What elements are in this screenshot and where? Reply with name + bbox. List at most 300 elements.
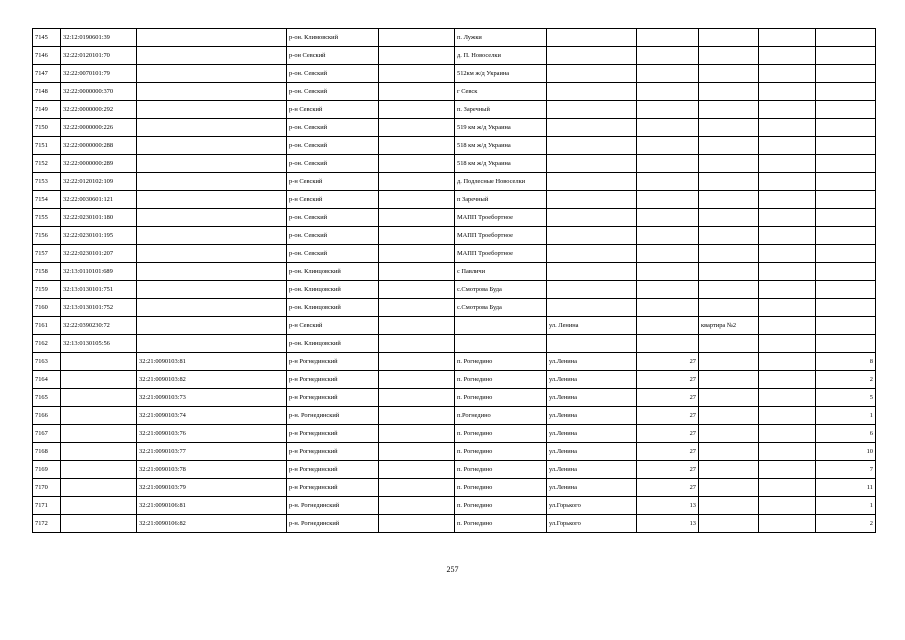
cadastral-number-cell: 32:22:0000000:289	[61, 155, 137, 173]
street-cell	[547, 263, 637, 281]
district-cell: р-он. Клинцовский	[287, 299, 379, 317]
building-cadastral-cell: 32:21:0090106:82	[137, 515, 287, 533]
house-number-cell: 13	[637, 515, 699, 533]
apartment-cell	[699, 281, 759, 299]
blank-cell	[379, 317, 455, 335]
table-row	[33, 209, 876, 227]
blank-cell	[759, 155, 816, 173]
row-number-cell: 7148	[33, 83, 61, 101]
table-row	[33, 263, 876, 281]
settlement-cell: с.Смотрова Буда	[455, 281, 547, 299]
row-number-cell: 7167	[33, 425, 61, 443]
blank-cell	[379, 47, 455, 65]
blank-cell	[379, 461, 455, 479]
district-cell: р-н Рогнединский	[287, 389, 379, 407]
street-cell	[547, 299, 637, 317]
row-number-cell: 7150	[33, 119, 61, 137]
house-number-cell	[637, 317, 699, 335]
apartment-cell	[699, 407, 759, 425]
apartment-cell	[699, 479, 759, 497]
building-cadastral-cell	[137, 101, 287, 119]
blank-cell	[759, 497, 816, 515]
settlement-cell: п. Лужки	[455, 29, 547, 47]
settlement-cell: п. Рогнедино	[455, 389, 547, 407]
room-number-cell	[816, 191, 876, 209]
room-number-cell: 2	[816, 371, 876, 389]
house-number-cell: 27	[637, 479, 699, 497]
apartment-cell	[699, 47, 759, 65]
district-cell: р-он. Клинцовский	[287, 281, 379, 299]
apartment-cell	[699, 65, 759, 83]
settlement-cell: МАПП Троебортное	[455, 209, 547, 227]
cadastral-number-cell: 32:13:0130105:56	[61, 335, 137, 353]
settlement-cell: п. Рогнедино	[455, 461, 547, 479]
blank-cell	[379, 443, 455, 461]
table-row	[33, 335, 876, 353]
room-number-cell	[816, 83, 876, 101]
street-cell: ул.Ленина	[547, 443, 637, 461]
building-cadastral-cell	[137, 47, 287, 65]
cadastral-number-cell	[61, 353, 137, 371]
building-cadastral-cell	[137, 227, 287, 245]
blank-cell	[379, 353, 455, 371]
district-cell: р-он. Клинцовский	[287, 263, 379, 281]
table-row	[33, 281, 876, 299]
table-row	[33, 497, 876, 515]
table-row	[33, 515, 876, 533]
room-number-cell: 2	[816, 515, 876, 533]
district-cell: р-н Севский	[287, 317, 379, 335]
building-cadastral-cell	[137, 191, 287, 209]
building-cadastral-cell: 32:21:0090103:79	[137, 479, 287, 497]
table-row	[33, 299, 876, 317]
settlement-cell: с.Смотрова Буда	[455, 299, 547, 317]
street-cell: ул.Ленина	[547, 353, 637, 371]
row-number-cell: 7170	[33, 479, 61, 497]
house-number-cell	[637, 155, 699, 173]
settlement-cell: 518 км ж/д Украина	[455, 155, 547, 173]
blank-cell	[379, 299, 455, 317]
blank-cell	[759, 425, 816, 443]
building-cadastral-cell	[137, 335, 287, 353]
blank-cell	[379, 83, 455, 101]
district-cell: р-н Рогнединский	[287, 443, 379, 461]
row-number-cell: 7159	[33, 281, 61, 299]
row-number-cell: 7151	[33, 137, 61, 155]
blank-cell	[759, 515, 816, 533]
cadastral-number-cell	[61, 389, 137, 407]
apartment-cell	[699, 29, 759, 47]
cadastral-number-cell	[61, 515, 137, 533]
cadastral-number-cell	[61, 407, 137, 425]
blank-cell	[379, 191, 455, 209]
district-cell: р-н Севский	[287, 191, 379, 209]
street-cell	[547, 173, 637, 191]
apartment-cell	[699, 497, 759, 515]
room-number-cell	[816, 299, 876, 317]
building-cadastral-cell: 32:21:0090103:81	[137, 353, 287, 371]
row-number-cell: 7168	[33, 443, 61, 461]
registry-table	[32, 28, 876, 533]
building-cadastral-cell	[137, 29, 287, 47]
room-number-cell	[816, 335, 876, 353]
table-row	[33, 191, 876, 209]
room-number-cell	[816, 281, 876, 299]
cadastral-number-cell: 32:22:0230101:195	[61, 227, 137, 245]
table-row	[33, 101, 876, 119]
settlement-cell: п. Рогнедино	[455, 425, 547, 443]
apartment-cell	[699, 299, 759, 317]
apartment-cell	[699, 389, 759, 407]
district-cell: р-н Севский	[287, 173, 379, 191]
room-number-cell: 6	[816, 425, 876, 443]
apartment-cell	[699, 263, 759, 281]
table-row	[33, 425, 876, 443]
building-cadastral-cell	[137, 317, 287, 335]
district-cell: р-он. Севский	[287, 155, 379, 173]
district-cell: р-н Рогнединский	[287, 371, 379, 389]
table-row	[33, 29, 876, 47]
district-cell: р-он. Климовский	[287, 29, 379, 47]
building-cadastral-cell	[137, 155, 287, 173]
house-number-cell	[637, 47, 699, 65]
house-number-cell	[637, 299, 699, 317]
settlement-cell: МАПП Троебортное	[455, 245, 547, 263]
blank-cell	[379, 371, 455, 389]
blank-cell	[759, 209, 816, 227]
house-number-cell	[637, 245, 699, 263]
table-row	[33, 353, 876, 371]
house-number-cell	[637, 281, 699, 299]
building-cadastral-cell	[137, 83, 287, 101]
apartment-cell	[699, 335, 759, 353]
house-number-cell	[637, 29, 699, 47]
blank-cell	[759, 191, 816, 209]
house-number-cell: 27	[637, 371, 699, 389]
cadastral-number-cell	[61, 497, 137, 515]
building-cadastral-cell: 32:21:0090103:82	[137, 371, 287, 389]
street-cell	[547, 65, 637, 83]
blank-cell	[759, 299, 816, 317]
room-number-cell	[816, 65, 876, 83]
building-cadastral-cell	[137, 245, 287, 263]
page-number: 257	[446, 565, 459, 574]
room-number-cell	[816, 209, 876, 227]
apartment-cell	[699, 461, 759, 479]
blank-cell	[759, 47, 816, 65]
street-cell	[547, 245, 637, 263]
blank-cell	[379, 29, 455, 47]
cadastral-number-cell	[61, 443, 137, 461]
apartment-cell	[699, 137, 759, 155]
blank-cell	[759, 65, 816, 83]
table-row	[33, 47, 876, 65]
building-cadastral-cell: 32:21:0090103:73	[137, 389, 287, 407]
room-number-cell	[816, 173, 876, 191]
cadastral-number-cell: 32:22:0000000:292	[61, 101, 137, 119]
street-cell: ул.Ленина	[547, 371, 637, 389]
blank-cell	[759, 137, 816, 155]
settlement-cell: п. Рогнедино	[455, 371, 547, 389]
blank-cell	[379, 515, 455, 533]
building-cadastral-cell	[137, 263, 287, 281]
apartment-cell	[699, 209, 759, 227]
blank-cell	[759, 173, 816, 191]
row-number-cell: 7164	[33, 371, 61, 389]
apartment-cell	[699, 515, 759, 533]
blank-cell	[759, 245, 816, 263]
building-cadastral-cell	[137, 209, 287, 227]
street-cell: ул.Ленина	[547, 389, 637, 407]
table-row	[33, 371, 876, 389]
house-number-cell	[637, 119, 699, 137]
room-number-cell: 1	[816, 497, 876, 515]
blank-cell	[759, 461, 816, 479]
cadastral-number-cell: 32:13:0110101:689	[61, 263, 137, 281]
house-number-cell: 27	[637, 461, 699, 479]
district-cell: р-он. Севский	[287, 119, 379, 137]
house-number-cell	[637, 101, 699, 119]
settlement-cell: п. Рогнедино	[455, 479, 547, 497]
row-number-cell: 7146	[33, 47, 61, 65]
table-row	[33, 407, 876, 425]
cadastral-number-cell	[61, 371, 137, 389]
blank-cell	[759, 353, 816, 371]
table-body	[33, 29, 876, 533]
row-number-cell: 7157	[33, 245, 61, 263]
settlement-cell: г Севск	[455, 83, 547, 101]
cadastral-number-cell: 32:13:0130101:752	[61, 299, 137, 317]
apartment-cell	[699, 83, 759, 101]
building-cadastral-cell	[137, 173, 287, 191]
blank-cell	[759, 29, 816, 47]
street-cell: ул. Ленина	[547, 317, 637, 335]
apartment-cell	[699, 101, 759, 119]
house-number-cell	[637, 137, 699, 155]
room-number-cell: 5	[816, 389, 876, 407]
street-cell	[547, 137, 637, 155]
blank-cell	[379, 119, 455, 137]
row-number-cell: 7165	[33, 389, 61, 407]
room-number-cell	[816, 263, 876, 281]
district-cell: р-н. Рогнединский	[287, 515, 379, 533]
district-cell: р-н. Рогнединский	[287, 407, 379, 425]
blank-cell	[379, 407, 455, 425]
apartment-cell	[699, 191, 759, 209]
room-number-cell	[816, 119, 876, 137]
table-row	[33, 83, 876, 101]
street-cell	[547, 119, 637, 137]
street-cell	[547, 209, 637, 227]
street-cell	[547, 281, 637, 299]
row-number-cell: 7171	[33, 497, 61, 515]
settlement-cell: 512км ж/д Украина	[455, 65, 547, 83]
cadastral-number-cell: 32:22:0000000:288	[61, 137, 137, 155]
settlement-cell: п. Рогнедино	[455, 353, 547, 371]
district-cell: р-н Рогнединский	[287, 425, 379, 443]
blank-cell	[759, 407, 816, 425]
house-number-cell	[637, 263, 699, 281]
district-cell: р-н. Рогнединский	[287, 497, 379, 515]
blank-cell	[759, 83, 816, 101]
table-row	[33, 119, 876, 137]
building-cadastral-cell	[137, 119, 287, 137]
row-number-cell: 7163	[33, 353, 61, 371]
blank-cell	[759, 119, 816, 137]
settlement-cell: 518 км ж/д Украина	[455, 137, 547, 155]
cadastral-number-cell: 32:22:0070101:79	[61, 65, 137, 83]
building-cadastral-cell: 32:21:0090103:78	[137, 461, 287, 479]
blank-cell	[759, 317, 816, 335]
cadastral-number-cell: 32:12:0190601:39	[61, 29, 137, 47]
room-number-cell	[816, 317, 876, 335]
cadastral-number-cell: 32:22:0120101:70	[61, 47, 137, 65]
table-row	[33, 389, 876, 407]
house-number-cell	[637, 173, 699, 191]
street-cell	[547, 155, 637, 173]
cadastral-number-cell: 32:22:0030601:121	[61, 191, 137, 209]
apartment-cell	[699, 371, 759, 389]
settlement-cell: с Павличи	[455, 263, 547, 281]
room-number-cell: 7	[816, 461, 876, 479]
building-cadastral-cell	[137, 281, 287, 299]
table-row	[33, 173, 876, 191]
blank-cell	[759, 443, 816, 461]
district-cell: р-н Рогнединский	[287, 461, 379, 479]
district-cell: р-н Севский	[287, 101, 379, 119]
row-number-cell: 7169	[33, 461, 61, 479]
settlement-cell: д. Подлесные Новоселки	[455, 173, 547, 191]
district-cell: р-он. Клинцовский	[287, 335, 379, 353]
blank-cell	[759, 263, 816, 281]
district-cell: р-он. Севский	[287, 137, 379, 155]
table-row	[33, 245, 876, 263]
district-cell: р-он. Севский	[287, 209, 379, 227]
house-number-cell	[637, 209, 699, 227]
district-cell: р-н Рогнединский	[287, 353, 379, 371]
street-cell	[547, 335, 637, 353]
district-cell: р-он. Севский	[287, 227, 379, 245]
settlement-cell: п. Рогнедино	[455, 443, 547, 461]
building-cadastral-cell	[137, 137, 287, 155]
table-row	[33, 137, 876, 155]
apartment-cell	[699, 245, 759, 263]
row-number-cell: 7155	[33, 209, 61, 227]
room-number-cell: 11	[816, 479, 876, 497]
apartment-cell	[699, 443, 759, 461]
district-cell: р-он. Севский	[287, 83, 379, 101]
apartment-cell	[699, 155, 759, 173]
house-number-cell: 27	[637, 443, 699, 461]
table-row	[33, 479, 876, 497]
row-number-cell: 7158	[33, 263, 61, 281]
district-cell: р-он Севский	[287, 47, 379, 65]
house-number-cell: 27	[637, 353, 699, 371]
blank-cell	[759, 479, 816, 497]
blank-cell	[759, 371, 816, 389]
house-number-cell: 13	[637, 497, 699, 515]
row-number-cell: 7152	[33, 155, 61, 173]
blank-cell	[379, 263, 455, 281]
room-number-cell	[816, 155, 876, 173]
settlement-cell	[455, 335, 547, 353]
blank-cell	[379, 245, 455, 263]
blank-cell	[379, 209, 455, 227]
table-row	[33, 317, 876, 335]
row-number-cell: 7160	[33, 299, 61, 317]
house-number-cell: 27	[637, 425, 699, 443]
settlement-cell: 519 км ж/д Украина	[455, 119, 547, 137]
room-number-cell	[816, 137, 876, 155]
room-number-cell	[816, 101, 876, 119]
building-cadastral-cell	[137, 299, 287, 317]
room-number-cell	[816, 47, 876, 65]
district-cell: р-он. Севский	[287, 245, 379, 263]
row-number-cell: 7147	[33, 65, 61, 83]
settlement-cell: п.Рогнедино	[455, 407, 547, 425]
blank-cell	[759, 227, 816, 245]
house-number-cell: 27	[637, 389, 699, 407]
settlement-cell: д. П. Новоселки	[455, 47, 547, 65]
cadastral-number-cell: 32:22:0390230:72	[61, 317, 137, 335]
table-row	[33, 227, 876, 245]
table-row	[33, 155, 876, 173]
room-number-cell	[816, 29, 876, 47]
cadastral-number-cell: 32:22:0120102:109	[61, 173, 137, 191]
row-number-cell: 7166	[33, 407, 61, 425]
settlement-cell: МАПП Троебортное	[455, 227, 547, 245]
house-number-cell	[637, 227, 699, 245]
cadastral-number-cell	[61, 479, 137, 497]
blank-cell	[379, 155, 455, 173]
cadastral-number-cell: 32:22:0000000:370	[61, 83, 137, 101]
blank-cell	[379, 137, 455, 155]
blank-cell	[379, 479, 455, 497]
street-cell: ул.Ленина	[547, 461, 637, 479]
blank-cell	[759, 389, 816, 407]
street-cell	[547, 227, 637, 245]
table-row	[33, 65, 876, 83]
blank-cell	[379, 227, 455, 245]
house-number-cell	[637, 65, 699, 83]
settlement-cell: п Заречный	[455, 191, 547, 209]
blank-cell	[379, 101, 455, 119]
cadastral-number-cell: 32:22:0230101:180	[61, 209, 137, 227]
blank-cell	[379, 425, 455, 443]
apartment-cell	[699, 119, 759, 137]
cadastral-number-cell: 32:22:0000000:226	[61, 119, 137, 137]
room-number-cell: 8	[816, 353, 876, 371]
apartment-cell	[699, 353, 759, 371]
row-number-cell: 7153	[33, 173, 61, 191]
district-cell: р-он. Севский	[287, 65, 379, 83]
blank-cell	[379, 65, 455, 83]
building-cadastral-cell	[137, 65, 287, 83]
building-cadastral-cell: 32:21:0090106:81	[137, 497, 287, 515]
blank-cell	[379, 389, 455, 407]
building-cadastral-cell: 32:21:0090103:76	[137, 425, 287, 443]
settlement-cell: п. Рогнедино	[455, 497, 547, 515]
street-cell	[547, 47, 637, 65]
cadastral-number-cell: 32:22:0230101:207	[61, 245, 137, 263]
street-cell: ул.Ленина	[547, 479, 637, 497]
row-number-cell: 7156	[33, 227, 61, 245]
house-number-cell	[637, 83, 699, 101]
cadastral-number-cell: 32:13:0130101:751	[61, 281, 137, 299]
table-row	[33, 461, 876, 479]
room-number-cell: 1	[816, 407, 876, 425]
table-row	[33, 443, 876, 461]
